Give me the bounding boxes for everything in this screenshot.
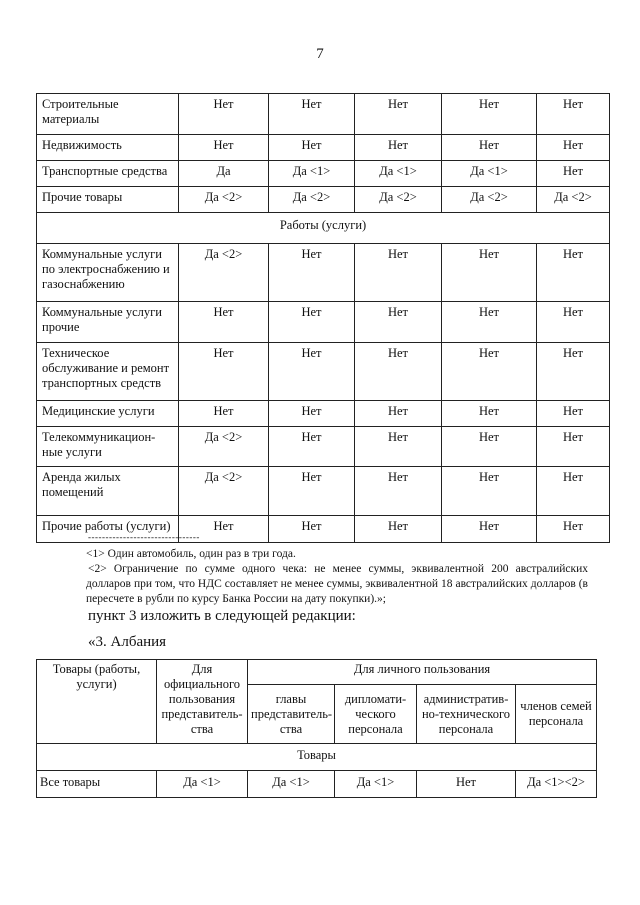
row-label: Строительные материалы: [37, 94, 179, 135]
section-label: Работы (услуги): [37, 213, 610, 244]
row-label: Телекоммуникацион-ные услуги: [37, 427, 179, 467]
cell: Нет: [179, 135, 269, 161]
footnote-2: <2> Ограничение по сумме одного чека: не менее суммы, эквивалентной 200 австралийских долларов при том, что НДС составляет не менее суммы, эквивалентной 18 австралийских долларов (в пересчете в рубли по курсу Банка России на дату покупки).»;: [86, 563, 588, 605]
cell: Нет: [269, 516, 355, 543]
page-number: 7: [316, 46, 324, 62]
cell: Нет: [537, 343, 610, 401]
cell: Нет: [442, 401, 537, 427]
footnote-1: <1> Один автомобиль, один раз в три года.: [86, 548, 296, 560]
cell: Нет: [355, 427, 442, 467]
cell: Да <2>: [355, 187, 442, 213]
cell: Да <2>: [179, 467, 269, 516]
table-row: [37, 187, 610, 213]
cell: Нет: [179, 401, 269, 427]
cell: Нет: [442, 244, 537, 302]
cell: Да <1>: [442, 161, 537, 187]
cell: Нет: [355, 516, 442, 543]
row-label: Все товары: [37, 771, 157, 798]
cell: Нет: [442, 135, 537, 161]
cell: Да <1>: [355, 161, 442, 187]
cell: Нет: [179, 343, 269, 401]
section-label: Товары: [37, 744, 597, 771]
cell: Нет: [355, 401, 442, 427]
privileges-table-continued: [36, 93, 610, 543]
cell: Нет: [417, 771, 516, 798]
section-row: [37, 744, 597, 771]
footnote-rule: --------------------------------: [88, 533, 200, 541]
row-label: Медицинские услуги: [37, 401, 179, 427]
table-row: [37, 467, 610, 516]
cell: Нет: [179, 516, 269, 543]
table-row: [37, 427, 610, 467]
cell: Нет: [442, 94, 537, 135]
cell: Нет: [179, 302, 269, 343]
cell: Нет: [355, 135, 442, 161]
cell: Да <2>: [537, 187, 610, 213]
cell: Нет: [179, 94, 269, 135]
cell: Да <1>: [248, 771, 335, 798]
section-row: [37, 213, 610, 244]
cell: Нет: [537, 467, 610, 516]
cell: Да <1>: [269, 161, 355, 187]
cell: Да <2>: [179, 244, 269, 302]
table-row: [37, 161, 610, 187]
row-label: Прочие работы (услуги): [37, 516, 179, 543]
footnotes: [86, 533, 588, 607]
row-label: Коммунальные услуги по электроснабжению и газоснабжению: [37, 244, 179, 302]
row-label: Техническое обслуживание и ремонт транспортных средств: [37, 343, 179, 401]
cell: Нет: [355, 244, 442, 302]
cell: Нет: [442, 427, 537, 467]
cell: Нет: [442, 516, 537, 543]
cell: Нет: [355, 343, 442, 401]
cell: Да <2>: [179, 187, 269, 213]
cell: Нет: [537, 244, 610, 302]
cell: Нет: [442, 467, 537, 516]
subheader-head: главы представитель-ства: [248, 685, 335, 744]
row-label: Недвижимость: [37, 135, 179, 161]
cell: Нет: [537, 302, 610, 343]
cell: Нет: [269, 467, 355, 516]
row-label: Аренда жилых помещений: [37, 467, 179, 516]
subheader-admin: административ-но-технического персонала: [417, 685, 516, 744]
cell: Нет: [355, 302, 442, 343]
cell: Нет: [537, 161, 610, 187]
cell: Нет: [355, 467, 442, 516]
cell: Нет: [269, 135, 355, 161]
table-row: [37, 135, 610, 161]
cell: Нет: [537, 135, 610, 161]
row-label: Коммунальные услуги прочие: [37, 302, 179, 343]
cell: Нет: [442, 302, 537, 343]
header-row: [37, 660, 597, 685]
table-row: [37, 244, 610, 302]
cell: Нет: [355, 94, 442, 135]
cell: Нет: [269, 401, 355, 427]
table-row: [37, 771, 597, 798]
header-goods: Товары (работы, услуги): [37, 660, 157, 744]
table-row: [37, 302, 610, 343]
cell: Нет: [269, 302, 355, 343]
subheader-family: членов семей персонала: [516, 685, 597, 744]
cell: Нет: [269, 94, 355, 135]
cell: Да: [179, 161, 269, 187]
table-row: [37, 401, 610, 427]
cell: Нет: [537, 401, 610, 427]
subheader-diplomatic: дипломати-ческого персонала: [335, 685, 417, 744]
cell: Нет: [537, 427, 610, 467]
header-personal: Для личного пользования: [248, 660, 597, 685]
cell: Нет: [537, 94, 610, 135]
cell: Да <2>: [269, 187, 355, 213]
cell: Да <1><2>: [516, 771, 597, 798]
cell: Да <1>: [157, 771, 248, 798]
cell: Да <2>: [179, 427, 269, 467]
row-label: Транспортные средства: [37, 161, 179, 187]
cell: Нет: [269, 244, 355, 302]
section-title: «3. Албания: [88, 634, 167, 650]
cell: Да <1>: [335, 771, 417, 798]
cell: Нет: [269, 427, 355, 467]
table-row: [37, 94, 610, 135]
cell: Нет: [537, 516, 610, 543]
table-row: [37, 343, 610, 401]
cell: Нет: [442, 343, 537, 401]
row-label: Прочие товары: [37, 187, 179, 213]
instruction-text: пункт 3 изложить в следующей редакции:: [88, 608, 356, 624]
cell: Нет: [269, 343, 355, 401]
cell: Да <2>: [442, 187, 537, 213]
albania-table: [36, 659, 597, 798]
header-official: Для официального пользования представитель-ства: [157, 660, 248, 744]
